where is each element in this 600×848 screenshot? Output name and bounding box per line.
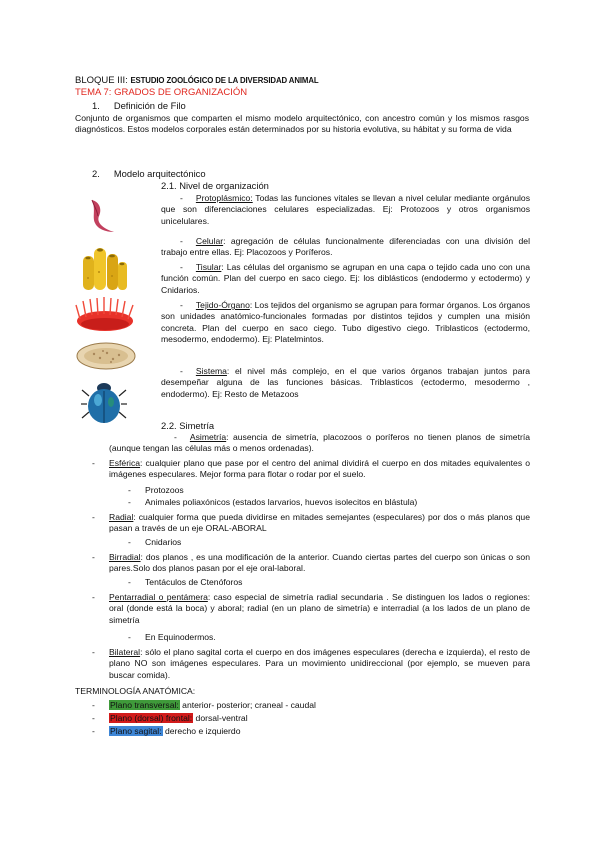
symmetry-bilateral: Bilateral: sólo el plano sagital corta el cuerpo en dos imágenes especulares (derecha e izquierda), el resto de plano NO son imágenes especulares. Para un movimiento unidireccional (por ejemplo, se mueven para buscar comida). — [109, 647, 530, 680]
list-item: Tentáculos de Ctenóforos — [145, 577, 243, 587]
symmetry-radial: Radial: cualquier forma que pueda dividirse en mitades semejantes (especulares) por dos o más planos que pasan a través de un eje ORAL-ABORAL — [109, 512, 530, 534]
bullet-dash: - — [92, 458, 95, 468]
subsection-2-2-heading: 2.2. Simetría — [161, 420, 215, 431]
bullet-dash: - — [92, 512, 95, 522]
bullet-dash: - — [128, 537, 131, 547]
bullet-dash: - — [92, 592, 95, 602]
cnidarian-image — [74, 297, 136, 333]
section-1-heading: 1. Definición de Filo — [92, 100, 186, 111]
bullet-dash: - — [92, 700, 95, 710]
terminology-title: TERMINOLOGÍA ANATÓMICA: — [75, 686, 196, 696]
bullet-dash: - — [92, 726, 95, 736]
list-item: Cnidarios — [145, 537, 182, 547]
sponge-image — [79, 242, 131, 294]
highlight-green: Plano transversal: — [110, 700, 179, 710]
symmetry-asimetria: - Asimetría: ausencia de simetría, placozoos o poríferos no tienen planos de simetría (aunque tengan las células más o menos ordenadas). — [109, 432, 530, 454]
symmetry-birradial: Birradial: dos planos , es una modificación de la anterior. Cuando ciertas partes del cuerpo son únicas o son pares.Solo dos planos pasan por el eje oral-laboral. — [109, 552, 530, 574]
highlight-blue: Plano sagital: — [110, 726, 162, 736]
list-item: Animales poliaxónicos (estados larvarios, huevos isolecitos en blástula) — [145, 497, 418, 507]
terminology-transversal: Plano transversal: anterior- posterior; craneal - caudal — [110, 700, 316, 710]
flatworm-image — [74, 338, 138, 374]
level-protoplasmico: - Protoplásmico: Todas las funciones vitales se llevan a nivel celular mediante orgánulos que son diferenciaciones celulares especializadas. Ej: Protozoos y otros organismos unicelulares. — [161, 193, 530, 226]
subsection-2-1-heading: 2.1. Nivel de organización — [161, 180, 269, 191]
level-tejido-organo: - Tejido-Órgano: Los tejidos del organismo se agrupan para formar órganos. Los órganos son unidades anatómico-funcionales formadas por distintos tejidos y cumplen una misión concreta. Plan del cuerpo en saco ciego. Tubo digestivo ciego. Triblasticos (ectodermo, mesodermo, endodermo). Ej: Platelmintos. — [161, 300, 530, 345]
bullet-dash: - — [92, 552, 95, 562]
bullet-dash: - — [128, 497, 131, 507]
bullet-dash: - — [128, 577, 131, 587]
terminology-sagital: Plano sagital: derecho e izquierdo — [110, 726, 241, 736]
terminology-frontal: Plano (dorsal) frontal: dorsal-ventral — [110, 713, 248, 723]
bullet-dash: - — [128, 632, 131, 642]
level-celular: - Celular: agregación de células funcionalmente diferenciadas con una división del trabajo entre ellas. Ej: Placozoos y Poríferos. — [161, 236, 530, 258]
section-1-text: Conjunto de organismos que comparten el mismo modelo arquitectónico, con ancestro común y los mismos rasgos diagnósticos. Estos modelos corporales están determinados por su historia evolutiva, su hábitat y su forma de vida — [75, 113, 529, 135]
beetle-image — [81, 378, 127, 426]
protozoan-image — [86, 196, 120, 236]
section-2-heading: 2. Modelo arquitectónico — [92, 168, 206, 179]
highlight-red: Plano (dorsal) frontal: — [110, 713, 193, 723]
symmetry-pentarradial: Pentarradial o pentámera: caso especial de simetría radial secundaria . Se distinguen los lados o regiones: oral (donde está la boca) y aboral; radial (en un plano de simetría) e interradial (a los lados de un plano de simetría — [109, 592, 530, 625]
topic-title: TEMA 7: GRADOS DE ORGANIZACIÓN — [75, 87, 248, 98]
bullet-dash: - — [128, 485, 131, 495]
symmetry-esferica: Esférica: cualquier plano que pase por el centro del animal dividirá el cuerpo en dos mitades equivalentes o imágenes especulares. Mejor forma para flotar o rodar por el suelo. — [109, 458, 530, 480]
bullet-dash: - — [92, 713, 95, 723]
list-item: Protozoos — [145, 485, 184, 495]
bullet-dash: - — [92, 647, 95, 657]
list-item: En Equinodermos. — [145, 632, 216, 642]
level-tisular: - Tisular: Las células del organismo se agrupan en una capa o tejido cada uno con una función común. Plan del cuerpo en saco ciego. Ej: los diblásticos (endodermo y ectodermo) y Cnidarios. — [161, 262, 530, 295]
block-title: BLOQUE III: ESTUDIO ZOOLÓGICO DE LA DIVERSIDAD ANIMAL — [75, 75, 319, 86]
level-sistema: - Sistema: el nivel más complejo, en el que varios órganos trabajan juntos para desempeñar alguna de las funciones básicas. Triblasticos (ectodermo, mesodermo , endodermo). Ej: Resto de Metazoos — [161, 366, 530, 399]
